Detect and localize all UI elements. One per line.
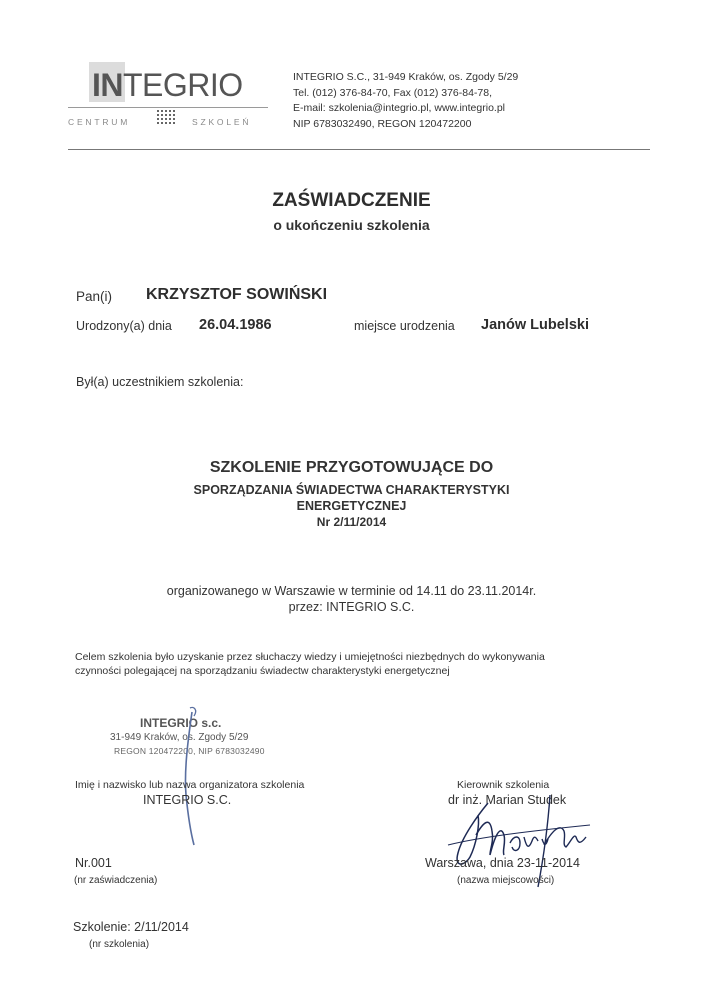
- document-subtitle: o ukończeniu szkolenia: [273, 217, 430, 233]
- person-name: KRZYSZTOF SOWIŃSKI: [146, 286, 328, 303]
- birth-date-label: Urodzony(a) dnia: [76, 319, 172, 333]
- place-caption: (nazwa miejscowości): [457, 875, 555, 886]
- birth-date: 26.04.1986: [199, 317, 272, 333]
- organizer-label: Imię i nazwisko lub nazwa organizatora szkolenia: [75, 779, 305, 791]
- birth-place: Janów Lubelski: [481, 317, 589, 333]
- logo-word-rest: TEGRIO: [123, 67, 243, 103]
- logo-right-subtitle: SZKOLEŃ: [192, 117, 252, 127]
- birth-place-label: miejsce urodzenia: [354, 319, 455, 333]
- logo-left-subtitle: CENTRUM: [68, 117, 131, 127]
- certificate-number: Nr.001: [75, 856, 112, 870]
- training-number: Szkolenie: 2/11/2014: [73, 920, 189, 934]
- logo-word-prefix: IN: [92, 67, 123, 103]
- organized-by-line: przez: INTEGRIO S.C.: [288, 600, 415, 614]
- course-title-line3: ENERGETYCZNEJ: [296, 499, 407, 513]
- logo-dot-grid-icon: [156, 109, 182, 131]
- course-title-line1: SZKOLENIE PRZYGOTOWUJĄCE DO: [209, 459, 494, 476]
- header-address: INTEGRIO S.C., 31-949 Kraków, os. Zgody 5/29: [293, 71, 519, 83]
- header-phone: Tel. (012) 376-84-70, Fax (012) 376-84-78,: [293, 86, 493, 99]
- integrio-logo: [64, 62, 274, 137]
- header-divider: [68, 149, 650, 150]
- name-label: Pan(i): [76, 289, 113, 304]
- organized-line: organizowanego w Warszawie w terminie od 14.11 do 23.11.2014r.: [166, 584, 537, 598]
- document-title: ZAŚWIADCZENIE: [272, 190, 431, 211]
- stamp-address: 31-949 Kraków, os. Zgody 5/29: [110, 732, 249, 743]
- director-label: Kierownik szkolenia: [457, 779, 550, 791]
- stamp-regon-nip: REGON 120472200, NIP 6783032490: [114, 746, 265, 756]
- course-purpose: [75, 650, 635, 678]
- purpose-line2: czynności polegającej na sporządzaniu świadectw charakterystyki energetycznej: [75, 665, 450, 677]
- certificate-number-caption: (nr zaświadczenia): [74, 875, 158, 886]
- stamp-company-name: INTEGRIO s.c.: [140, 716, 222, 730]
- participant-line: Był(a) uczestnikiem szkolenia:: [76, 375, 244, 389]
- place-and-date: Warszawa, dnia 23-11-2014: [425, 856, 580, 870]
- training-number-caption: (nr szkolenia): [89, 939, 150, 950]
- purpose-line1: Celem szkolenia było uzyskanie przez słuchaczy wiedzy i umiejętności niezbędnych do wykonywania: [75, 651, 545, 663]
- organizer-signature-icon: [170, 700, 210, 850]
- course-title-line2: SPORZĄDZANIA ŚWIADECTWA CHARAKTERYSTYKI: [193, 483, 510, 497]
- header-contact: [293, 70, 518, 132]
- logo-rule: [68, 107, 268, 108]
- organizer-name: INTEGRIO S.C.: [143, 793, 232, 807]
- header-email: E-mail: szkolenia@integrio.pl, www.integrio.pl: [293, 102, 505, 114]
- company-stamp: [110, 716, 310, 766]
- director-name: dr inż. Marian Studek: [448, 793, 567, 807]
- header-nip-regon: NIP 6783032490, REGON 120472200: [293, 117, 472, 130]
- course-number: Nr 2/11/2014: [316, 515, 387, 529]
- logo-wordmark: [92, 67, 243, 104]
